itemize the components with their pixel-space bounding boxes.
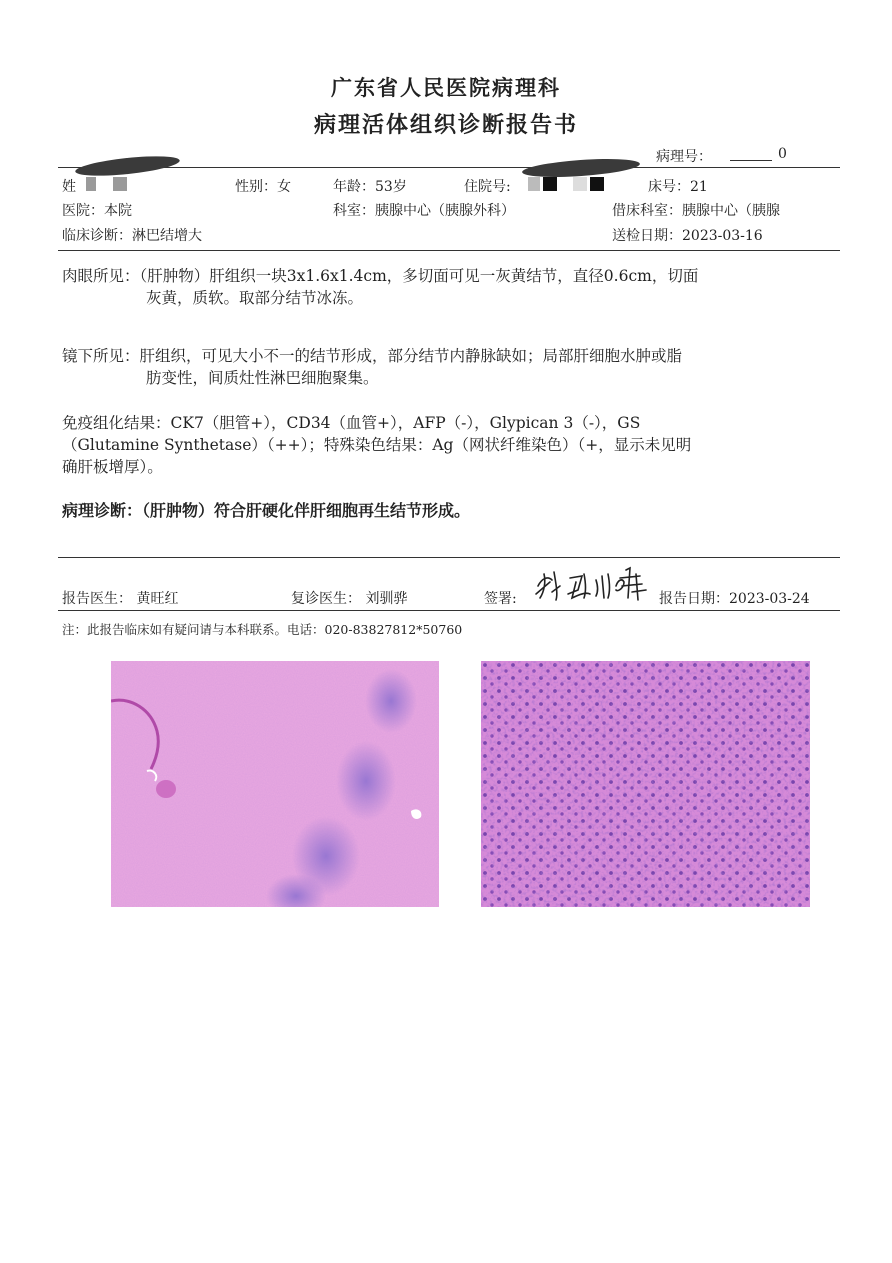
review-doctor: 复诊医生： 刘驯骅 xyxy=(291,591,408,607)
footer-note: 注：此报告临床如有疑问请与本科联系。电话：020-83827812*50760 xyxy=(62,622,463,637)
patient-name-label: 姓 xyxy=(62,179,76,195)
gross-findings xyxy=(62,265,837,309)
histology-high-power-svg xyxy=(481,661,810,907)
borrowed-department-field: 借床科室：胰腺中心（胰腺 xyxy=(612,203,780,219)
report-title: 病理活体组织诊断报告书 xyxy=(313,113,578,138)
histology-image-low-power xyxy=(111,661,439,907)
microscopic-findings-label: 镜下所见： xyxy=(62,347,140,365)
gross-findings-text-1: （肝肿物）肝组织一块3x1.6x1.4cm，多切面可见一灰黄结节，直径0.6cm，切面 xyxy=(139,267,699,285)
ihc-results-line-3: 确肝板增厚）。 xyxy=(62,458,163,476)
ihc-results xyxy=(62,412,837,478)
microscopic-findings xyxy=(62,345,837,389)
report-date: 报告日期：2023-03-24 xyxy=(659,591,810,607)
info-divider xyxy=(58,250,840,251)
pathology-diagnosis: 病理诊断：（肝肿物）符合肝硬化伴肝细胞再生结节形成。 xyxy=(62,501,471,520)
hospital-title: 广东省人民医院病理科 xyxy=(331,76,561,100)
pathology-number-value: 0 xyxy=(778,146,787,162)
microscopic-findings-text-2: 肪变性，间质灶性淋巴细胞聚集。 xyxy=(146,369,379,387)
name-redaction-scribble xyxy=(74,153,180,180)
inpatient-redaction-block xyxy=(590,177,604,191)
pathology-number-underline xyxy=(730,160,772,161)
ihc-results-line-2: （Glutamine Synthetase）（++）；特殊染色结果：Ag（网状纤维染色）（+，显示未见明 xyxy=(62,436,692,454)
signature-divider xyxy=(58,610,840,611)
gross-findings-label: 肉眼所见： xyxy=(62,267,140,285)
report-doctor: 报告医生： 黄旺红 xyxy=(62,591,179,607)
patient-age: 年龄：53岁 xyxy=(333,179,407,195)
hospital-field: 医院：本院 xyxy=(62,203,132,219)
department-field: 科室：胰腺中心（胰腺外科） xyxy=(333,203,515,219)
bed-number: 床号：21 xyxy=(648,179,708,195)
diagnosis-divider xyxy=(58,557,840,558)
histology-low-power-svg xyxy=(111,661,439,907)
gross-findings-text-2: 灰黄，质软。取部分结节冰冻。 xyxy=(146,289,364,307)
ihc-results-line-1: 免疫组化结果：CK7（胆管+），CD34（血管+），AFP（-），Glypican 3（-），GS xyxy=(62,414,641,432)
inpatient-redaction-block xyxy=(543,177,557,191)
header-divider xyxy=(58,167,840,168)
inpatient-number-label: 住院号: xyxy=(464,179,511,195)
microscopic-findings-text-1: 肝组织，可见大小不一的结节形成，部分结节内静脉缺如；局部肝细胞水肿或脂 xyxy=(139,347,683,365)
name-redaction-block xyxy=(86,177,96,191)
signature-label: 签署: xyxy=(484,591,517,607)
inpatient-redaction-block xyxy=(573,177,587,191)
submission-date-field: 送检日期：2023-03-16 xyxy=(612,228,763,244)
pathology-number-label: 病理号： xyxy=(656,149,712,165)
inpatient-redaction-block xyxy=(528,177,540,191)
clinical-diagnosis-field: 临床诊断：淋巴结增大 xyxy=(62,228,202,244)
name-redaction-block xyxy=(113,177,127,191)
patient-sex: 性别：女 xyxy=(235,179,291,195)
histology-image-high-power xyxy=(481,661,810,907)
handwritten-signature xyxy=(532,564,648,604)
